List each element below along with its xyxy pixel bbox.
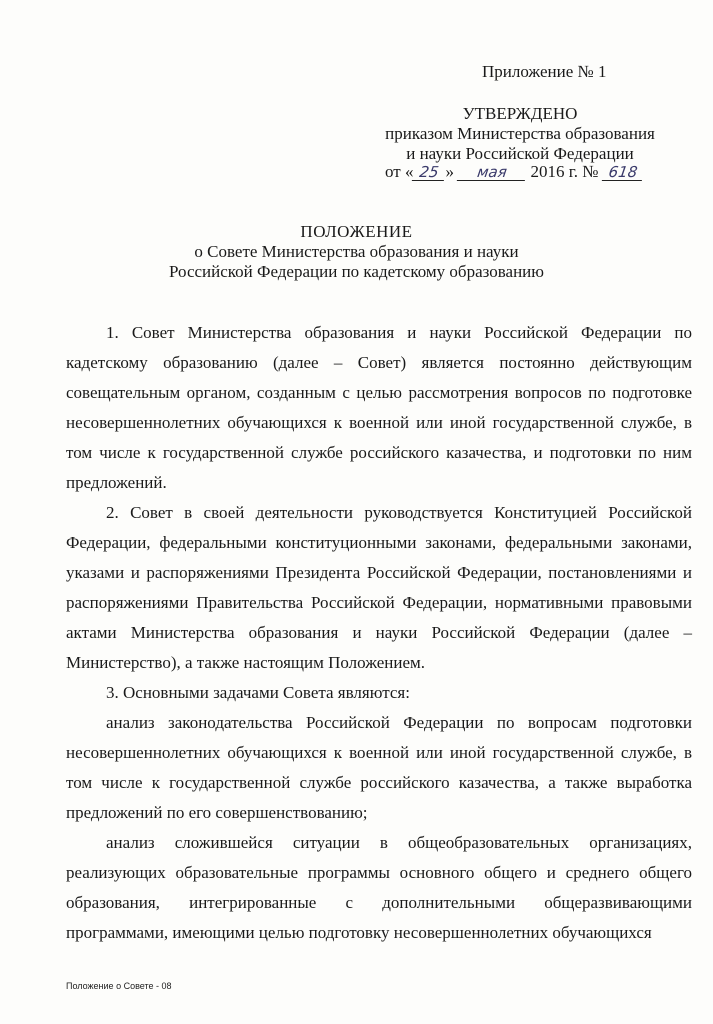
document-body [66, 318, 692, 948]
paragraph-5: анализ сложившейся ситуации в общеобразовательных организациях, реализующих образовательные программы основного общего и среднего общего образования, интегрированные с дополнительными общеразвивающими программами, имеющими целью подготовку несовершеннолетних обучающихся [66, 833, 692, 942]
handwritten-order-number: 618 [602, 164, 644, 181]
paragraph-4: анализ законодательства Российской Федерации по вопросам подготовки несовершеннолетних обучающихся к военной или иной государственной службе, в том числе к государственной службе российского казачества, а также выработка предложений по его совершенствованию; [66, 713, 692, 822]
handwritten-month: мая [457, 164, 527, 181]
date-prefix: от « [385, 162, 414, 181]
paragraph-3: 3. Основными задачами Совета являются: [106, 683, 410, 702]
order-line-2: и науки Российской Федерации [406, 144, 634, 163]
footer-label: Положение о Совете - 08 [66, 981, 172, 991]
order-line-1: приказом Министерства образования [385, 124, 655, 143]
paragraph-1: 1. Совет Министерства образования и науки Российской Федерации по кадетскому образованию (далее – Совет) является постоянно действующим совещательным органом, созданным с целью рассмотрения вопросов по подготовке несовершеннолетних обучающихся к военной или иной государственной службе, в том числе к государственной службе российского казачества, и подготовки по ним предложений. [66, 323, 692, 492]
order-date-line [385, 162, 643, 182]
title-line-2: о Совете Министерства образования и науки [194, 242, 519, 261]
approved-heading: УТВЕРЖДЕНО [462, 104, 578, 123]
appendix-label: Приложение № 1 [482, 62, 607, 81]
handwritten-day: 25 [412, 164, 446, 181]
approval-block [350, 104, 690, 164]
date-year: 2016 г. № [530, 162, 599, 181]
document-title [0, 222, 713, 282]
paragraph-2: 2. Совет в своей деятельности руководствуется Конституцией Российской Федерации, федеральными конституционными законами, федеральными законами, указами и распоряжениями Президента Российской Федерации, постановлениями и распоряжениями Правительства Российской Федерации, нормативными правовыми актами Министерства образования и науки Российской Федерации (далее – Министерство), а также настоящим Положением. [66, 503, 692, 672]
title-line-3: Российской Федерации по кадетскому образованию [169, 262, 544, 281]
date-mid: » [445, 162, 454, 181]
title-line-1: ПОЛОЖЕНИЕ [300, 222, 413, 241]
